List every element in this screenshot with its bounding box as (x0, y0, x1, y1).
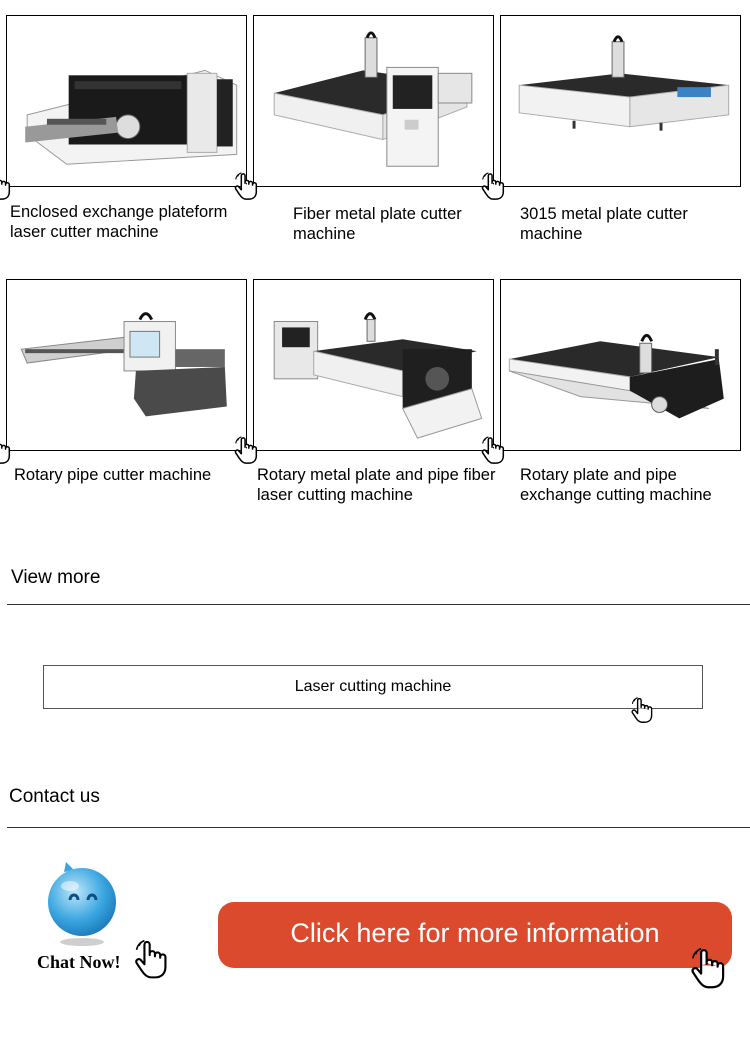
pointer-hand-icon (628, 696, 656, 724)
pointer-hand-icon (231, 171, 261, 201)
product-image-frame[interactable] (500, 15, 741, 187)
laser-cutter-image (254, 16, 493, 186)
more-information-button[interactable] (218, 902, 732, 968)
divider (7, 827, 750, 828)
view-more-heading: View more (11, 567, 101, 588)
link-label: Laser cutting machine (294, 678, 452, 695)
pointer-hand-icon (0, 171, 14, 201)
pointer-hand-icon (0, 435, 14, 465)
product-name: Enclosed exchange plateform laser cutter machine (10, 203, 228, 241)
product-name: Fiber metal plate cutter machine (293, 205, 462, 243)
laser-cutting-machine-link[interactable] (43, 665, 703, 709)
laser-cutter-image (501, 280, 740, 450)
product-image-frame[interactable] (6, 15, 247, 187)
contact-us-heading: Contact us (9, 786, 100, 807)
divider (7, 604, 750, 605)
product-name: Rotary metal plate and pipe fiber laser cutting machine (257, 466, 496, 504)
laser-cutter-image (7, 16, 246, 186)
product-name: 3015 metal plate cutter machine (520, 205, 688, 243)
pointer-hand-icon (686, 946, 730, 990)
laser-cutter-image (7, 280, 246, 450)
product-image-frame[interactable] (500, 279, 741, 451)
pointer-hand-icon (231, 435, 261, 465)
product-image-frame[interactable] (6, 279, 247, 451)
chat-bubble-icon (44, 860, 124, 950)
laser-cutter-image (254, 280, 493, 450)
product-name: Rotary plate and pipe exchange cutting machine (520, 466, 712, 504)
laser-cutter-image (501, 16, 740, 186)
pointer-hand-icon (130, 938, 172, 980)
product-name: Rotary pipe cutter machine (14, 466, 212, 484)
cta-label: Click here for more information (290, 918, 660, 948)
pointer-hand-icon (478, 435, 508, 465)
product-image-frame[interactable] (253, 15, 494, 187)
chat-now-label: Chat Now! (37, 952, 121, 972)
chat-now-button[interactable] (30, 860, 180, 990)
pointer-hand-icon (478, 171, 508, 201)
product-image-frame[interactable] (253, 279, 494, 451)
